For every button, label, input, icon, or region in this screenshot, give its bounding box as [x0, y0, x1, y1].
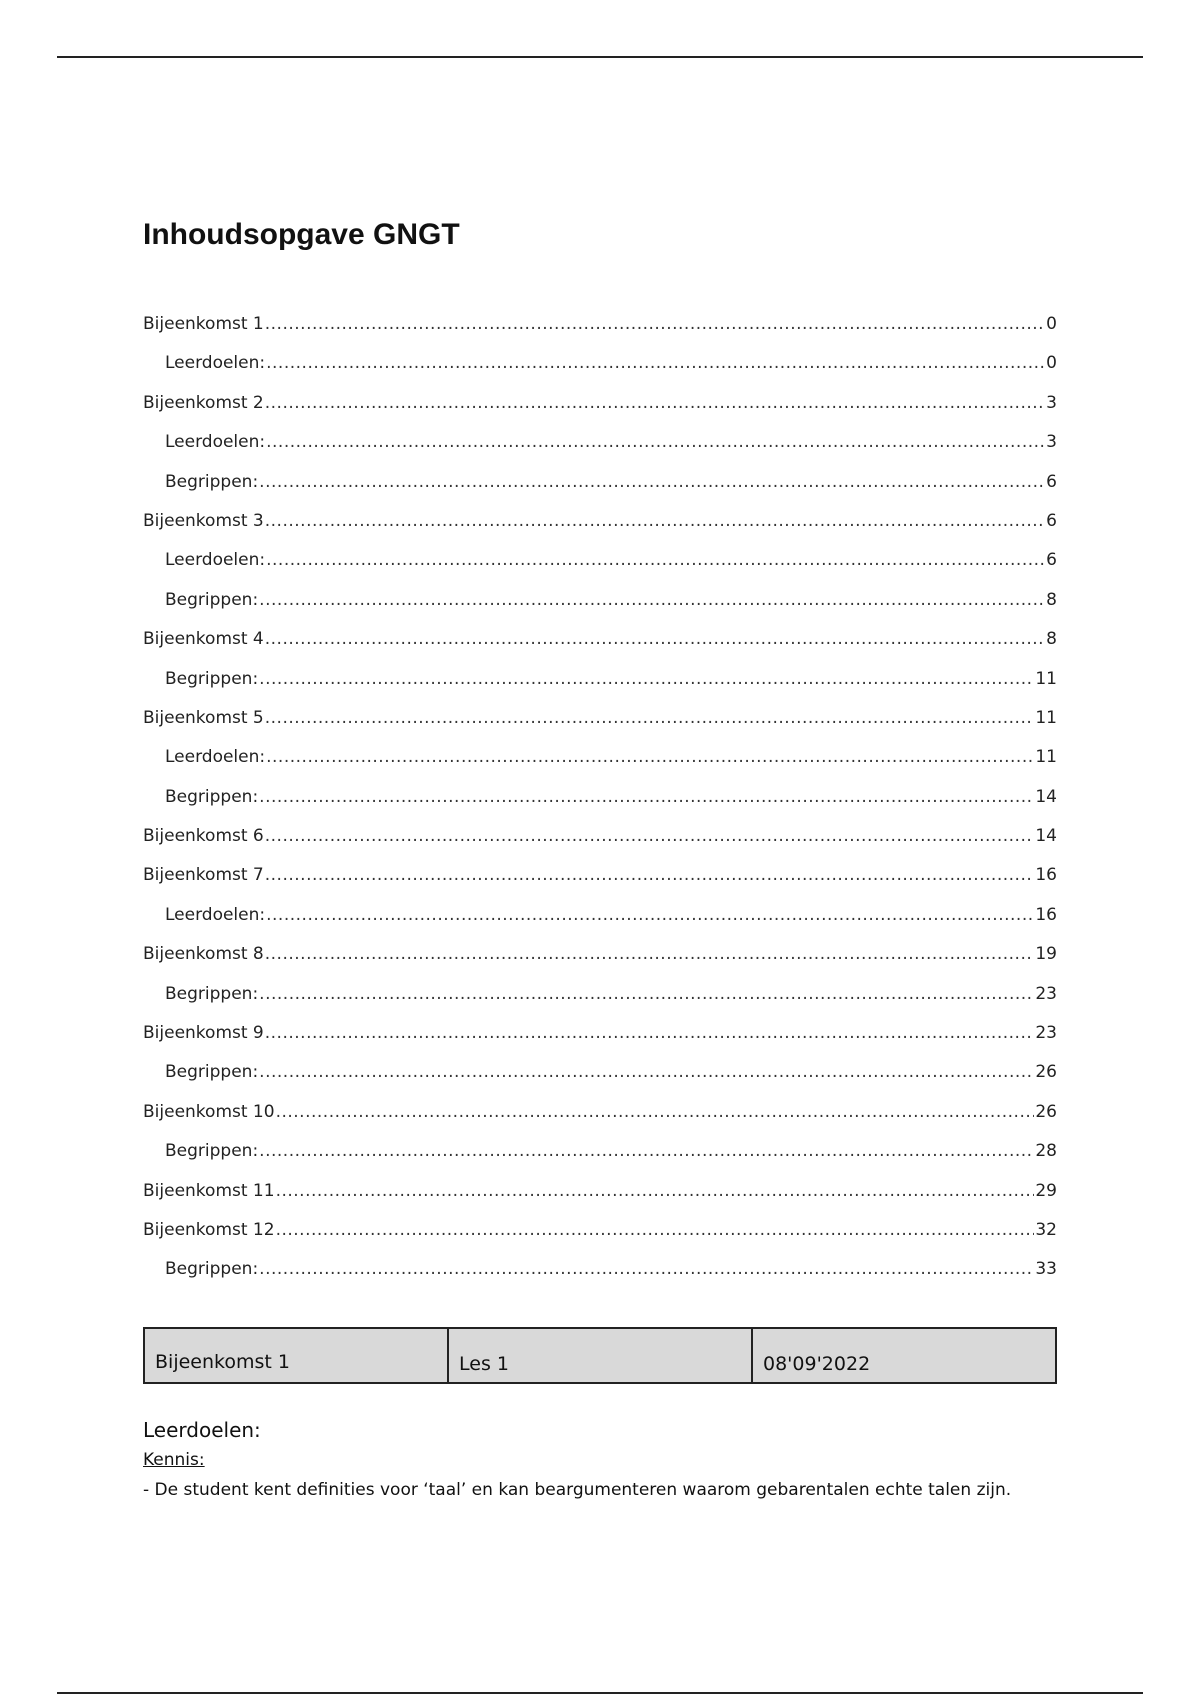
toc-dot-leader	[276, 1102, 1035, 1122]
toc-entry[interactable]	[143, 1220, 1057, 1259]
toc-entry-label: Bijeenkomst 4	[143, 629, 264, 650]
toc-entry-page-number: 6	[1046, 510, 1057, 531]
toc-entry-page-number: 11	[1035, 707, 1057, 728]
toc-entry[interactable]	[143, 393, 1057, 432]
toc-entry[interactable]	[143, 314, 1057, 353]
toc-entry-label: Bijeenkomst 1	[143, 314, 264, 334]
toc-entry-label: Bijeenkomst 9	[143, 1023, 264, 1044]
toc-dot-leader	[259, 1259, 1034, 1279]
toc-entry-page-number: 32	[1035, 1219, 1057, 1240]
toc-entry[interactable]	[143, 472, 1057, 511]
toc-dot-leader	[259, 984, 1034, 1004]
toc-dot-leader	[265, 629, 1045, 649]
toc-entry[interactable]	[143, 1102, 1057, 1141]
toc-entry-page-number: 19	[1035, 944, 1057, 965]
toc-dot-leader	[265, 511, 1045, 531]
toc-dot-leader	[266, 353, 1045, 373]
toc-dot-leader	[259, 787, 1034, 807]
toc-entry[interactable]	[143, 1062, 1057, 1101]
toc-entry[interactable]	[143, 511, 1057, 550]
toc-dot-leader	[259, 1062, 1034, 1082]
toc-entry-page-number: 33	[1035, 1259, 1057, 1280]
toc-entry-label: Begrippen:	[165, 1141, 259, 1162]
session-header-table	[143, 1327, 1057, 1384]
toc-entry-label: Begrippen:	[165, 589, 259, 610]
toc-entry-page-number: 8	[1046, 589, 1057, 610]
toc-entry-label: Bijeenkomst 11	[143, 1180, 275, 1201]
toc-entry-page-number: 26	[1035, 1062, 1057, 1083]
toc-dot-leader	[265, 1023, 1035, 1043]
toc-dot-leader	[259, 1141, 1034, 1161]
toc-entry-label: Begrippen:	[165, 786, 259, 807]
toc-entry-page-number: 11	[1035, 747, 1057, 768]
toc-entry-label: Bijeenkomst 8	[143, 944, 264, 965]
toc-entry-page-number: 11	[1035, 668, 1057, 689]
toc-entry-label: Leerdoelen:	[165, 550, 266, 571]
toc-entry[interactable]	[143, 1259, 1057, 1298]
toc-entry-label: Begrippen:	[165, 1062, 259, 1083]
page-footer-rule	[57, 1692, 1143, 1694]
toc-entry[interactable]	[143, 1181, 1057, 1220]
toc-entry[interactable]	[143, 1141, 1057, 1180]
toc-entry-label: Leerdoelen:	[165, 904, 266, 925]
toc-entry[interactable]	[143, 669, 1057, 708]
toc-entry-page-number: 29	[1035, 1180, 1057, 1201]
toc-dot-leader	[265, 314, 1045, 334]
toc-entry-page-number: 3	[1046, 432, 1057, 453]
toc-dot-leader	[265, 393, 1045, 413]
toc-entry-label: Begrippen:	[165, 471, 259, 492]
toc-dot-leader	[259, 669, 1034, 689]
toc-dot-leader	[266, 905, 1034, 925]
toc-entry-label: Bijeenkomst 5	[143, 707, 264, 728]
toc-entry-label: Leerdoelen:	[165, 432, 266, 453]
toc-entry-label: Leerdoelen:	[165, 747, 266, 768]
section-body-text: - De student kent definities voor ‘taal’ en kan beargumenteren waarom gebarentalen echte talen zijn.	[143, 1480, 1012, 1500]
toc-dot-leader	[259, 590, 1045, 610]
toc-entry-page-number: 0	[1046, 353, 1057, 374]
toc-entry-page-number: 23	[1035, 983, 1057, 1004]
toc-entry-page-number: 8	[1046, 629, 1057, 650]
toc-entry-label: Begrippen:	[165, 983, 259, 1004]
toc-entry-label: Bijeenkomst 2	[143, 392, 264, 413]
toc-entry-page-number: 6	[1046, 550, 1057, 571]
session-date-cell: 08'09'2022	[751, 1329, 1055, 1382]
toc-entry[interactable]	[143, 787, 1057, 826]
page-header-rule	[57, 56, 1143, 58]
toc-dot-leader	[265, 708, 1035, 728]
toc-entry-label: Bijeenkomst 3	[143, 510, 264, 531]
toc-dot-leader	[265, 826, 1035, 846]
toc-entry[interactable]	[143, 353, 1057, 392]
toc-entry[interactable]	[143, 590, 1057, 629]
toc-entry[interactable]	[143, 826, 1057, 865]
session-name-cell: Bijeenkomst 1	[155, 1351, 290, 1373]
toc-entry[interactable]	[143, 865, 1057, 904]
toc-entry[interactable]	[143, 708, 1057, 747]
toc-entry-page-number: 14	[1035, 786, 1057, 807]
session-lesson-cell: Les 1	[447, 1329, 751, 1382]
table-of-contents	[143, 314, 1057, 1299]
toc-entry-page-number: 0	[1046, 314, 1057, 334]
toc-entry-page-number: 14	[1035, 826, 1057, 847]
toc-entry-page-number: 6	[1046, 471, 1057, 492]
toc-title: Inhoudsopgave GNGT	[143, 218, 460, 251]
toc-entry[interactable]	[143, 1023, 1057, 1062]
toc-entry[interactable]	[143, 432, 1057, 471]
toc-dot-leader	[265, 865, 1035, 885]
toc-entry-label: Leerdoelen:	[165, 353, 266, 374]
toc-entry[interactable]	[143, 747, 1057, 786]
toc-entry-page-number: 16	[1035, 904, 1057, 925]
toc-dot-leader	[266, 432, 1045, 452]
toc-dot-leader	[265, 944, 1035, 964]
toc-dot-leader	[266, 550, 1045, 570]
toc-entry[interactable]	[143, 944, 1057, 983]
toc-entry-label: Bijeenkomst 7	[143, 865, 264, 886]
toc-entry-label: Begrippen:	[165, 668, 259, 689]
section-heading: Leerdoelen:	[143, 1418, 261, 1442]
toc-entry-label: Bijeenkomst 6	[143, 826, 264, 847]
toc-entry-page-number: 16	[1035, 865, 1057, 886]
toc-entry-page-number: 23	[1035, 1023, 1057, 1044]
toc-entry[interactable]	[143, 629, 1057, 668]
section-subheading: Kennis:	[143, 1450, 205, 1470]
toc-dot-leader	[259, 472, 1045, 492]
toc-entry-page-number: 28	[1035, 1141, 1057, 1162]
toc-dot-leader	[266, 747, 1034, 767]
toc-entry-label: Bijeenkomst 12	[143, 1219, 275, 1240]
toc-dot-leader	[276, 1220, 1035, 1240]
toc-dot-leader	[276, 1181, 1035, 1201]
toc-entry[interactable]	[143, 905, 1057, 944]
toc-entry-label: Bijeenkomst 10	[143, 1101, 275, 1122]
toc-entry[interactable]	[143, 984, 1057, 1023]
toc-entry-label: Begrippen:	[165, 1259, 259, 1280]
toc-entry-page-number: 26	[1035, 1101, 1057, 1122]
toc-entry-page-number: 3	[1046, 392, 1057, 413]
toc-entry[interactable]	[143, 550, 1057, 589]
